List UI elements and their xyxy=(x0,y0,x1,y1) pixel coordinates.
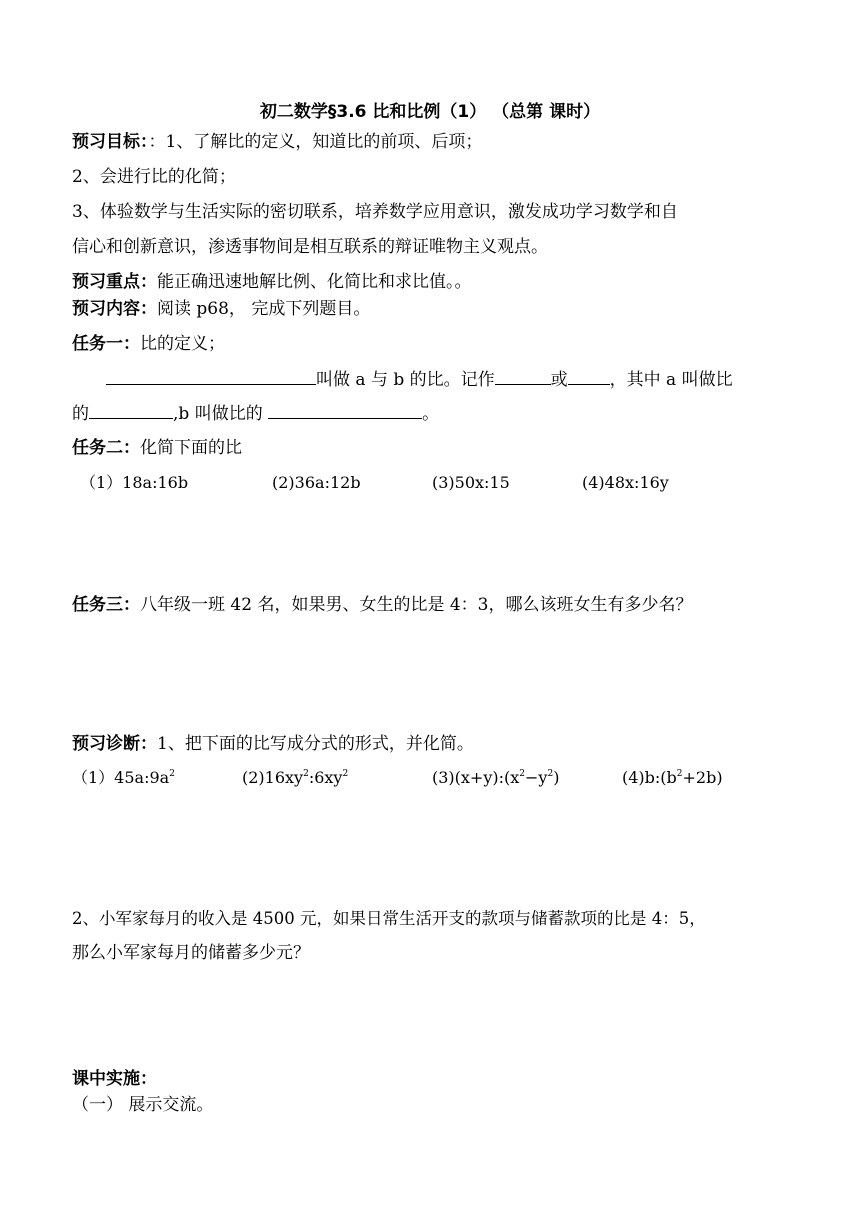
content-line xyxy=(72,298,370,320)
task1-fill2-a: 的 xyxy=(72,404,89,424)
diagnosis-label: 预习诊断： xyxy=(72,734,157,754)
task1-label: 任务一： xyxy=(72,334,140,354)
notation-blank-1[interactable] xyxy=(495,367,551,385)
task1-line xyxy=(72,333,225,355)
focus-line xyxy=(72,271,472,293)
notation-blank-2[interactable] xyxy=(568,367,610,385)
objectives-label: 预习目标： xyxy=(72,132,149,152)
content-label: 预习内容： xyxy=(72,299,157,319)
task3-text: 八年级一班 42 名，如果男、女生的比是 4：3，哪么该班女生有多少名？ xyxy=(140,595,693,615)
diagnosis-text: 1、把下面的比写成分式的形式，并化简。 xyxy=(157,734,474,754)
diagnosis-item-4: $(4)b:(b^2+2b)$ xyxy=(622,768,723,787)
diagnosis-item-1: $(1)45a:9a^2$ xyxy=(72,768,175,787)
task1-fill-line-2 xyxy=(72,401,439,425)
task2-item: (2)36a:12b xyxy=(272,473,361,492)
task3-line xyxy=(72,594,692,616)
diagnosis-item-3: $(3)(x+y):(x^2-y^2)$ xyxy=(432,768,560,787)
task1-text: 比的定义； xyxy=(140,334,225,354)
task2-text: 化简下面的比 xyxy=(140,438,242,458)
objectives-line-4: 信心和创新意识，渗透事物间是相互联系的辩证唯物主义观点。 xyxy=(72,237,548,257)
diagnosis-item-2: $(2)16xy^2:6xy^2$ xyxy=(242,768,349,787)
diagnosis-line xyxy=(72,733,474,755)
focus-text: 能正确迅速地解比例、化简比和求比值。。 xyxy=(157,272,472,292)
task1-fill1-c: ，其中 a 叫做比 xyxy=(609,370,733,390)
task2-label: 任务二： xyxy=(72,438,140,458)
definition-blank[interactable] xyxy=(106,367,316,385)
task1-fill1-a: 叫做 a 与 b 的比。记作 xyxy=(316,370,495,390)
task2-item: （1）18a:16b xyxy=(80,473,189,492)
focus-label: 预习重点： xyxy=(72,272,157,292)
page-title: 初二数学§3.6 比和比例（1） （总第 课时） xyxy=(259,102,601,122)
class-section-item-1: （一） 展示交流。 xyxy=(72,1095,214,1115)
task2-item: (3)50x:15 xyxy=(432,473,510,492)
objectives-line-2: 2、会进行比的化简； xyxy=(72,167,236,187)
task3-label: 任务三： xyxy=(72,595,140,615)
diagnosis-q2-line-1: 2、小军家每月的收入是 4500 元，如果日常生活开支的款项与储蓄款项的比是 4：5， xyxy=(72,909,706,928)
diagnosis-q2-line-2: 那么小军家每月的储蓄多少元？ xyxy=(72,943,310,963)
task2-item: (4)48x:16y xyxy=(582,473,669,492)
task1-fill2-c: 。 xyxy=(422,404,440,424)
class-section-label: 课中实施： xyxy=(72,1069,157,1089)
content-text: 阅读 p68， 完成下列题目。 xyxy=(157,299,371,319)
objectives-text-1: ：1、了解比的定义，知道比的前项、后项； xyxy=(148,132,483,152)
consequent-blank[interactable] xyxy=(268,401,422,419)
task1-fill2-b: ,b 叫做比的 xyxy=(173,404,263,424)
objectives-line-3: 3、体验数学与生活实际的密切联系，培养数学应用意识，激发成功学习数学和自 xyxy=(72,202,678,222)
task1-fill1-b: 或 xyxy=(550,370,568,390)
task2-line xyxy=(72,437,242,459)
antecedent-blank[interactable] xyxy=(89,401,173,419)
task1-fill-line-1 xyxy=(106,367,733,391)
class-section-heading xyxy=(72,1068,157,1090)
objectives-line-1 xyxy=(72,131,482,153)
